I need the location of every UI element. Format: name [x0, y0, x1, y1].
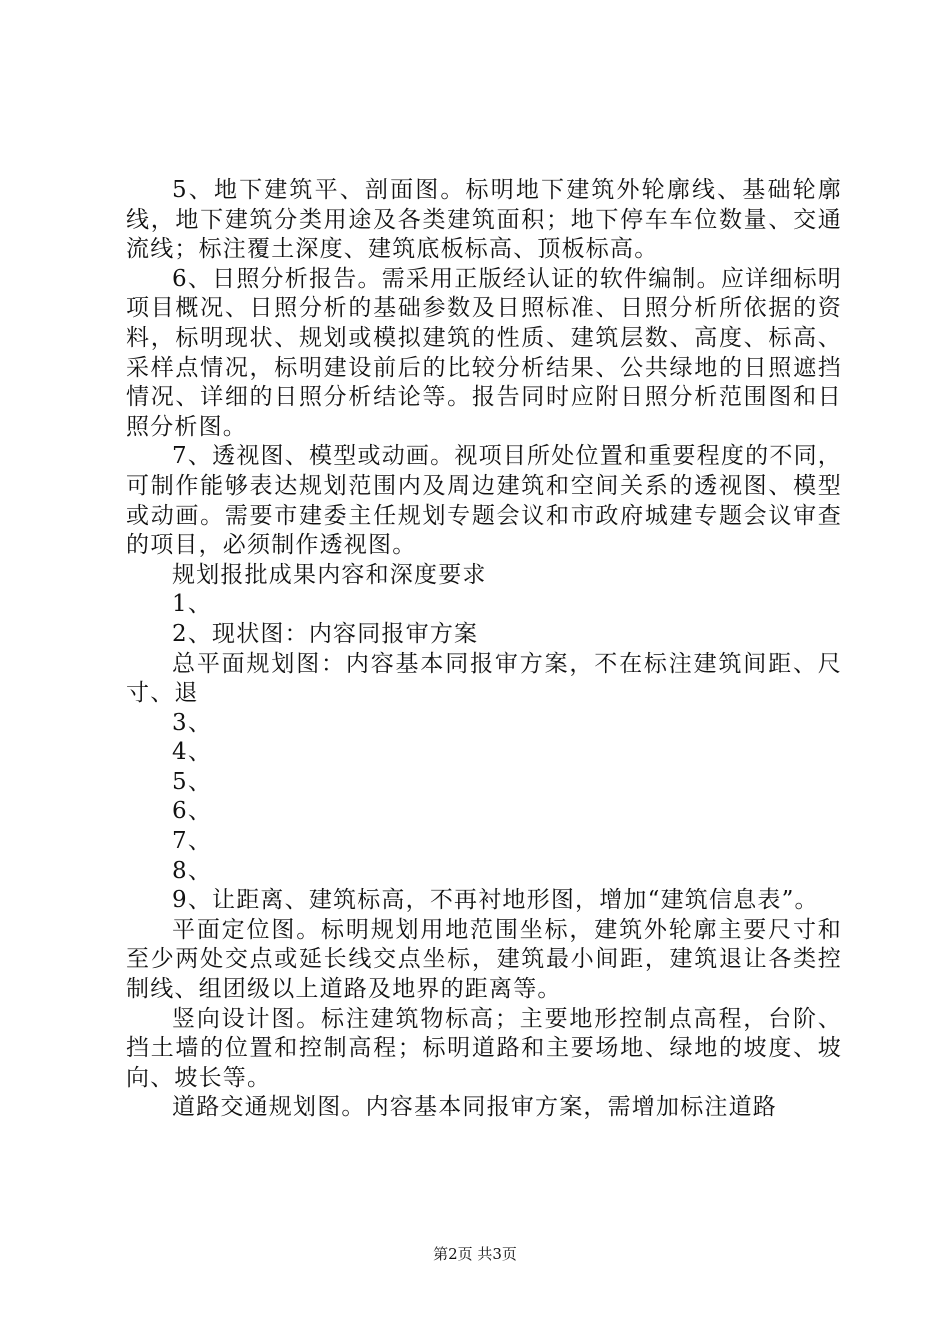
paragraph-item-7: 7、: [172, 828, 213, 855]
paragraph-road-traffic: 道路交通规划图。内容基本同报审方案，需增加标注道路: [172, 1094, 777, 1121]
page-footer: [0, 1244, 950, 1264]
paragraph-item-2: 2、现状图：内容同报审方案: [172, 620, 479, 647]
paragraph-item-3: 3、: [172, 709, 213, 736]
page-number-label: 第2页 共3页: [433, 1245, 517, 1263]
paragraph-item-4: 4、: [172, 739, 213, 766]
paragraph-item-6: 6、: [172, 798, 213, 825]
paragraph-item-8: 8、: [172, 857, 213, 884]
paragraph-item-5: 5、: [172, 768, 213, 795]
paragraph-perspective-model: 7、透视图、模型或动画。视项目所处位置和重要程度的不同，可制作能够表达规划范围内及周边建筑和空间关系的透视图、模型或动画。需要市建委主任规划专题会议和市政府城建专题会议审查的项目，必须制作透视图。: [126, 443, 842, 559]
document-body: [126, 176, 842, 1123]
paragraph-sunlight-analysis: 6、日照分析报告。需采用正版经认证的软件编制。应详细标明项目概况、日照分析的基础参数及日照标准、日照分析所依据的资料，标明现状、规划或模拟建筑的性质、建筑层数、高度、标高、采样点情况，标明建设前后的比较分析结果、公共绿地的日照遮挡情况、详细的日照分析结论等。报告同时应附日照分析范围图和日照分析图。: [126, 265, 842, 440]
paragraph-positioning-plan: 平面定位图。标明规划用地范围坐标，建筑外轮廓主要尺寸和至少两处交点或延长线交点坐标，建筑最小间距，建筑退让各类控制线、组团级以上道路及地界的距离等。: [126, 916, 842, 1003]
paragraph-item-9: 9、让距离、建筑标高，不再衬地形图，增加“建筑信息表”。: [172, 887, 819, 914]
paragraph-vertical-design: 竖向设计图。标注建筑物标高；主要地形控制点高程，台阶、挡土墙的位置和控制高程；标明道路和主要场地、绿地的坡度、坡向、坡长等。: [126, 1005, 842, 1091]
paragraph-underground-plans: 5、地下建筑平、剖面图。标明地下建筑外轮廓线、基础轮廓线，地下建筑分类用途及各类建筑面积；地下停车车位数量、交通流线；标注覆土深度、建筑底板标高、顶板标高。: [126, 177, 842, 263]
paragraph-site-plan: 总平面规划图：内容基本同报审方案，不在标注建筑间距、尺寸、退: [126, 650, 842, 707]
paragraph-section-heading: 规划报批成果内容和深度要求: [172, 561, 487, 588]
paragraph-item-1: 1、: [172, 591, 213, 618]
